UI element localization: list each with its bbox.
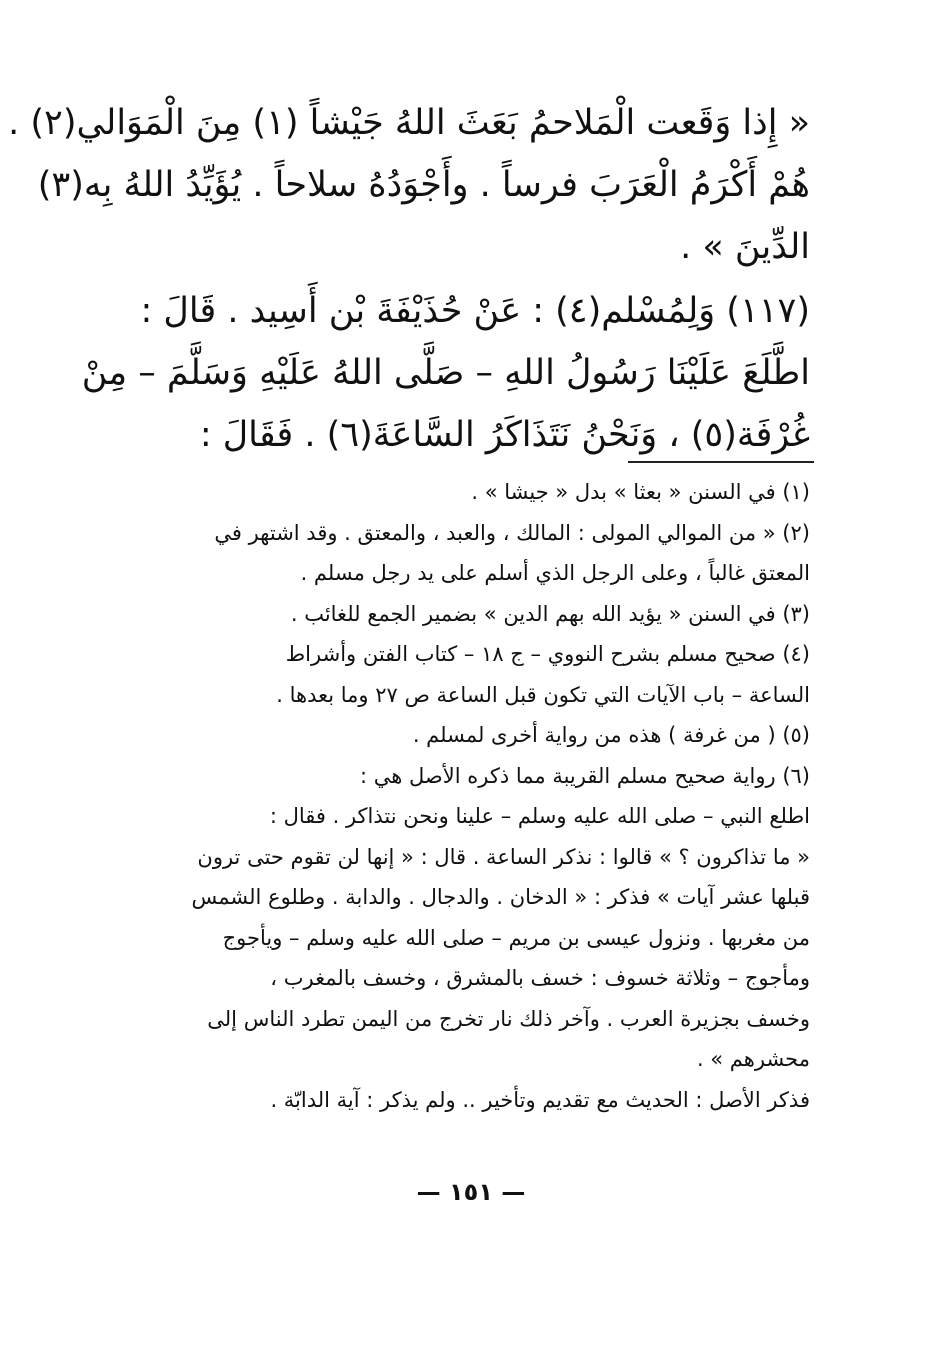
- hadith-paragraph-2: [81, 280, 810, 466]
- footnote-line: الساعة – باب الآيات التي تكون قبل الساعة ص ٢٧ وما بعدها .: [276, 682, 810, 707]
- footnote-line: « ما تذاكرون ؟ » قالوا : نذكر الساعة . قال : « إنها لن تقوم حتى ترون: [197, 844, 810, 869]
- hadith-paragraph-1: [8, 92, 810, 278]
- footnote-line: (٣) في السنن « يؤيد الله بهم الدين » بضمير الجمع للغائب .: [290, 601, 810, 626]
- footnote-line: ومأجوج – وثلاثة خسوف : خسف بالمشرق ، وخسف بالمغرب ،: [270, 966, 810, 990]
- text-line: هُمْ أَكْرَمُ الْعَرَبَ فرساً . وأَجْوَدُهُ سلاحاً . يُؤَيِّدُ اللهُ بِه(٣): [37, 165, 810, 205]
- footnote-line: محشرهم » .: [696, 1047, 810, 1071]
- footnote-line: (٢) « من الموالي المولى : المالك ، والعبد ، والمعتق . وقد اشتهر في: [214, 520, 810, 545]
- footnote-line: (٦) رواية صحيح مسلم القريبة مما ذكره الأصل هي :: [360, 763, 810, 788]
- text-line: (١١٧) وَلِمُسْلم(٤) : عَنْ حُذَيْفَةَ بْن أَسِيد . قَالَ :: [140, 291, 810, 331]
- footnote-line: (٥) ( من غرفة ) هذه من رواية أخرى لمسلم .: [412, 723, 810, 747]
- footnote-line: قبلها عشر آيات » فذكر : « الدخان . والدجال . والدابة . وطلوع الشمس: [191, 885, 810, 909]
- footnote-line: اطلع النبي – صلى الله عليه وسلم – علينا ونحن نتذاكر . فقال :: [269, 804, 810, 828]
- text-line: غُرْفَة(٥) ، وَنَحْنُ نَتَذَاكَرُ السَّاعَةَ(٦) . فَقَالَ :: [199, 415, 810, 455]
- footnotes: [155, 472, 810, 1120]
- footnote-line: المعتق غالباً ، وعلى الرجل الذي أسلم على يد رجل مسلم .: [300, 561, 810, 585]
- footnote-divider: [628, 461, 814, 463]
- footnote-line: من مغربها . ونزول عيسى بن مريم – صلى الله عليه وسلم – ويأجوج: [222, 925, 810, 950]
- page-number: — ١٥١ —: [416, 1178, 526, 1206]
- footnote-line: وخسف بجزيرة العرب . وآخر ذلك نار تخرج من اليمن تطرد الناس إلى: [207, 1006, 810, 1031]
- text-line: « إِذا وَقَعت الْمَلاحمُ بَعَثَ اللهُ جَيْشاً (١) مِنَ الْمَوَالي(٢) .: [8, 103, 810, 143]
- footnote-line: فذكر الأصل : الحديث مع تقديم وتأخير .. ولم يذكر : آية الدابّة .: [270, 1087, 810, 1112]
- text-line: اطَّلَعَ عَلَيْنَا رَسُولُ اللهِ – صَلَّى اللهُ عَلَيْهِ وَسَلَّمَ – مِنْ: [81, 353, 810, 393]
- footnote-line: (١) في السنن « بعثا » بدل « جيشا » .: [471, 480, 810, 504]
- footnote-line: (٤) صحيح مسلم بشرح النووي – ج ١٨ – كتاب الفتن وأشراط: [285, 642, 810, 666]
- text-line: الدِّينَ » .: [680, 227, 810, 267]
